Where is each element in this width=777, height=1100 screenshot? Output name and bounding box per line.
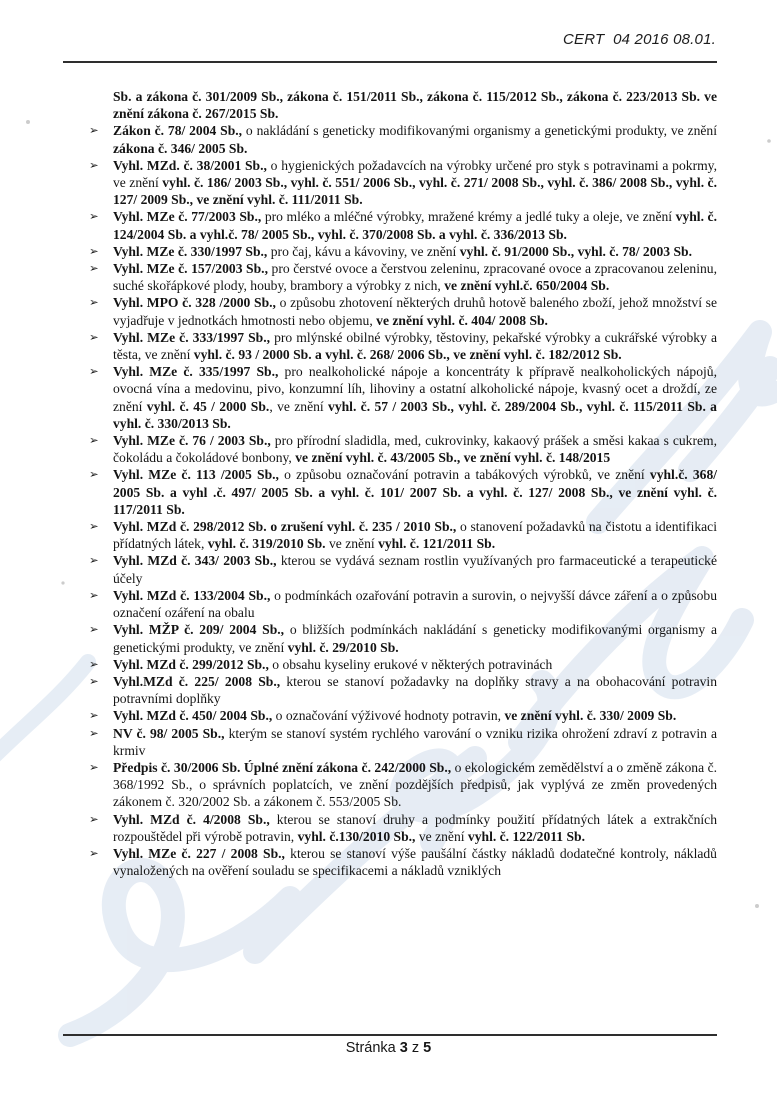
list-item	[88, 587, 717, 621]
list-item-text: Vyhl. MZd č. 4/2008 Sb., kterou se stanoví druhy a podmínky použití přídatných látek a extrakčních rozpouštědel při výrobě potravin, vyhl. č.130/2010 Sb., ve znění vyhl. č. 122/2011 Sb.	[113, 811, 718, 844]
list-item-text: NV č. 98/ 2005 Sb., kterým se stanoví systém rychlého varování o vzniku rizika ohrožení zdraví z potravin a krmiv	[113, 725, 718, 758]
list-item	[88, 707, 717, 724]
arrow-bullet-icon: ➢	[89, 656, 99, 671]
arrow-bullet-icon: ➢	[89, 209, 99, 224]
arrow-bullet-icon: ➢	[89, 708, 99, 723]
list-item-text: Vyhl. MPO č. 328 /2000 Sb., o způsobu zhotovení některých druhů hotově baleného zboží, jehož množství se vyjadřuje v jednotkách hmotnosti nebo objemu, ve znění vyhl. č. 404/ 2008 Sb.	[113, 295, 717, 328]
list-item-text: Vyhl. MZd č. 298/2012 Sb. o zrušení vyhl. č. 235 / 2010 Sb., o stanovení požadavků na čistotu a identifikaci přídatných látek, vyhl. č. 319/2010 Sb. ve znění vyhl. č. 121/2011 Sb.	[113, 519, 717, 552]
list-item	[88, 329, 717, 363]
arrow-bullet-icon: ➢	[89, 467, 99, 482]
list-item	[88, 432, 717, 466]
arrow-bullet-icon: ➢	[89, 673, 99, 688]
list-item	[88, 518, 717, 552]
list-item	[88, 725, 717, 759]
list-item-text: Zákon č. 78/ 2004 Sb., o nakládání s geneticky modifikovanými organismy a genetickými produkty, ve znění zákona č. 346/ 2005 Sb.	[113, 123, 717, 156]
arrow-bullet-icon: ➢	[89, 157, 99, 172]
arrow-bullet-icon: ➢	[89, 845, 99, 860]
arrow-bullet-icon: ➢	[89, 553, 99, 568]
list-item	[88, 759, 717, 811]
arrow-bullet-icon: ➢	[89, 759, 99, 774]
list-item-text: Vyhl. MZd č. 133/2004 Sb., o podmínkách ozařování potravin a surovin, o nejvyšší dávce záření a o způsobu označení ozáření na obalu	[113, 587, 718, 621]
list-item-text: Vyhl. MZd č. 343/ 2003 Sb., kterou se vydává seznam rostlin využívaných pro farmaceutické a terapeutické účely	[113, 553, 717, 586]
list-item	[88, 673, 717, 707]
list-item	[88, 552, 717, 586]
arrow-bullet-icon: ➢	[89, 725, 99, 740]
list-item	[88, 294, 717, 328]
document-body	[88, 88, 717, 879]
list-item	[88, 656, 717, 673]
list-item	[88, 466, 717, 518]
list-item-text: Vyhl. MZd č. 450/ 2004 Sb., o označování výživové hodnoty potravin, ve znění vyhl. č. 330/ 2009 Sb.	[113, 708, 677, 724]
header-document-code: CERT 04 2016 08.01.	[563, 31, 716, 48]
regulation-list	[88, 122, 717, 879]
list-item	[88, 208, 717, 242]
arrow-bullet-icon: ➢	[89, 261, 99, 276]
list-item-text: Vyhl.MZd č. 225/ 2008 Sb., kterou se stanoví požadavky na doplňky stravy a na obohacování potravin potravními doplňky	[113, 673, 717, 707]
list-item-text: Vyhl. MZe č. 335/1997 Sb., pro nealkoholické nápoje a koncentráty k přípravě nealkoholických nápojů, ovocná vína a medovinu, pivo, konzumní líh, lihoviny a ostatní alkoholické nápoje, kvasný ocet a droždí, ze znění vyhl. č. 45 / 2000 Sb., ve znění vyhl. č. 57 / 2003 Sb., vyhl. č. 289/2004 Sb., vyhl. č. 115/2011 Sb. a vyhl. č. 330/2013 Sb.	[113, 364, 717, 431]
list-item	[88, 122, 717, 156]
arrow-bullet-icon: ➢	[89, 587, 99, 602]
list-item-text: Vyhl. MZe č. 113 /2005 Sb., o způsobu označování potravin a tabákových výrobků, ve znění vyhl.č. 368/ 2005 Sb. a vyhl .č. 497/ 2005 Sb. a vyhl. č. 101/ 2007 Sb. a vyhl. č. 127/ 2008 Sb., ve znění vyhl. č. 117/2011 Sb.	[113, 467, 718, 517]
list-item	[88, 845, 717, 879]
list-item	[88, 157, 717, 209]
list-item-text: Předpis č. 30/2006 Sb. Úplné znění zákona č. 242/2000 Sb., o ekologickém zemědělství a o změně zákona č. 368/1992 Sb., o správních poplatcích, ve znění pozdějších předpisů, jak vyplývá ze změn provedených zákonem č. 320/2002 Sb. a zákonem č. 553/2005 Sb.	[113, 759, 718, 810]
list-item-text: Vyhl. MZd č. 299/2012 Sb., o obsahu kyseliny erukové v některých potravinách	[113, 656, 553, 672]
list-item	[88, 243, 717, 260]
arrow-bullet-icon: ➢	[89, 364, 99, 379]
arrow-bullet-icon: ➢	[89, 519, 99, 534]
list-item-text: Vyhl. MZe č. 227 / 2008 Sb., kterou se stanoví výše paušální částky nákladů dodatečné kontroly, nákladů vynaložených na ověření souladu se specifikacemi a nákladů vzniklých	[113, 845, 717, 879]
list-item	[88, 260, 717, 294]
arrow-bullet-icon: ➢	[89, 329, 99, 344]
arrow-bullet-icon: ➢	[89, 433, 99, 448]
list-item	[88, 811, 717, 845]
list-item-text: Vyhl. MZd. č. 38/2001 Sb., o hygienických požadavcích na výrobky určené pro styk s potravinami a pokrmy, ve znění vyhl. č. 186/ 2003 Sb., vyhl. č. 551/ 2006 Sb., vyhl. č. 271/ 2008 Sb., vyhl. č. 386/ 2008 Sb., vyhl. č. 127/ 2009 Sb., ve znění vyhl. č. 111/2011 Sb.	[113, 157, 717, 208]
arrow-bullet-icon: ➢	[89, 243, 99, 258]
list-item-text: Vyhl. MŽP č. 209/ 2004 Sb., o bližších podmínkách nakládání s geneticky modifikovanými organismy a genetickými produkty, ve znění vyhl. č. 29/2010 Sb.	[113, 622, 717, 655]
arrow-bullet-icon: ➢	[89, 123, 99, 138]
list-item-text: Vyhl. MZe č. 330/1997 Sb., pro čaj, kávu a kávoviny, ve znění vyhl. č. 91/2000 Sb., vyhl. č. 78/ 2003 Sb.	[113, 243, 692, 259]
arrow-bullet-icon: ➢	[89, 811, 99, 826]
footer-page-indicator: Stránka 3 z 5	[345, 1040, 432, 1056]
list-item-text: Vyhl. MZe č. 77/2003 Sb., pro mléko a mléčné výrobky, mražené krémy a jedlé tuky a oleje, ve znění vyhl. č. 124/2004 Sb. a vyhl.č. 78/ 2005 Sb., vyhl. č. 370/2008 Sb. a vyhl. č. 336/2013 Sb.	[113, 209, 717, 242]
arrow-bullet-icon: ➢	[89, 295, 99, 310]
list-item	[88, 621, 717, 655]
list-item-text: Vyhl. MZe č. 76 / 2003 Sb., pro přírodní sladidla, med, cukrovinky, kakaový prášek a směsi kakaa s cukrem, čokoládu a čokoládové bonbony, ve znění vyhl. č. 43/2005 Sb., ve znění vyhl. č. 148/2015	[113, 433, 717, 466]
list-item-text: Vyhl. MZe č. 333/1997 Sb., pro mlýnské obilné výrobky, těstoviny, pekařské výrobky a cukrářské výrobky a těsta, ve znění vyhl. č. 93 / 2000 Sb. a vyhl. č. 268/ 2006 Sb., ve znění vyhl. č. 182/2012 Sb.	[113, 329, 717, 363]
arrow-bullet-icon: ➢	[89, 622, 99, 637]
list-item	[88, 363, 717, 432]
intro-continuation-paragraph: Sb. a zákona č. 301/2009 Sb., zákona č. 151/2011 Sb., zákona č. 115/2012 Sb., zákona č. 223/2013 Sb. ve znění zákona č. 267/2015 Sb.	[113, 89, 717, 122]
footer-divider	[63, 1034, 717, 1036]
header-divider	[63, 61, 717, 63]
list-item-text: Vyhl. MZe č. 157/2003 Sb., pro čerstvé ovoce a čerstvou zeleninu, zpracované ovoce a zpracovanou zeleninu, suché skořápkové plody, houby, brambory a výrobky z nich, ve znění vyhl.č. 650/2004 Sb.	[113, 261, 717, 294]
